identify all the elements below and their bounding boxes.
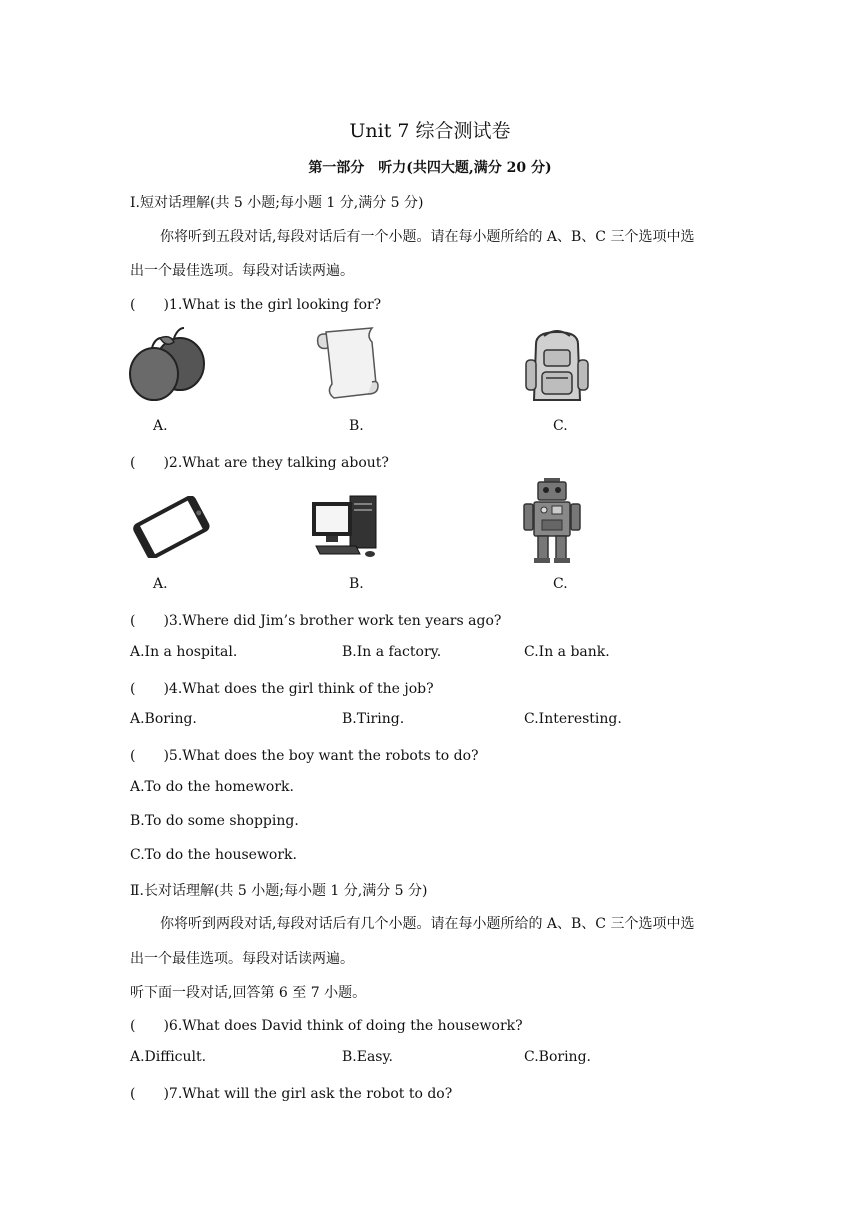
q4-option-a: A.Boring. bbox=[130, 711, 197, 727]
question-3: ( )3.Where did Jim’s brother work ten years ago? bbox=[130, 613, 502, 629]
q2-option-a-label: A. bbox=[153, 576, 168, 592]
dialogue-intro: 听下面一段对话,回答第 6 至 7 小题。 bbox=[130, 985, 367, 1001]
section1-heading: Ⅰ.短对话理解(共 5 小题;每小题 1 分,满分 5 分) bbox=[130, 195, 424, 211]
part1-heading: 第一部分 听力(共四大题,满分 20 分) bbox=[308, 160, 552, 176]
section2-instruction-line2: 出一个最佳选项。每段对话读两遍。 bbox=[130, 951, 354, 967]
q6-option-c: C.Boring. bbox=[524, 1049, 591, 1065]
q5-option-a: A.To do the homework. bbox=[130, 779, 294, 795]
q2-option-b-label: B. bbox=[349, 576, 364, 592]
robot-icon bbox=[522, 478, 582, 564]
q6-option-a: A.Difficult. bbox=[130, 1049, 207, 1065]
q5-option-b: B.To do some shopping. bbox=[130, 813, 299, 829]
desktop-computer-icon bbox=[310, 494, 380, 560]
section1-instruction-line2: 出一个最佳选项。每段对话读两遍。 bbox=[130, 263, 354, 279]
q2-option-c-label: C. bbox=[553, 576, 568, 592]
q1-option-b-label: B. bbox=[349, 418, 364, 434]
question-7: ( )7.What will the girl ask the robot to do? bbox=[130, 1086, 453, 1102]
q3-option-b: B.In a factory. bbox=[342, 644, 442, 660]
q4-option-c: C.Interesting. bbox=[524, 711, 622, 727]
section2-instruction-line1: 你将听到两段对话,每段对话后有几个小题。请在每小题所给的 A、B、C 三个选项中选 bbox=[160, 916, 695, 932]
q4-option-b: B.Tiring. bbox=[342, 711, 405, 727]
question-6: ( )6.What does David think of doing the housework? bbox=[130, 1018, 523, 1034]
section1-instruction-line1: 你将听到五段对话,每段对话后有一个小题。请在每小题所给的 A、B、C 三个选项中选 bbox=[160, 229, 695, 245]
question-2: ( )2.What are they talking about? bbox=[130, 455, 389, 471]
page-title: Unit 7 综合测试卷 bbox=[349, 120, 511, 142]
q1-option-a-label: A. bbox=[153, 418, 168, 434]
apples-icon bbox=[128, 326, 208, 402]
q6-option-b: B.Easy. bbox=[342, 1049, 393, 1065]
q3-option-a: A.In a hospital. bbox=[130, 644, 238, 660]
backpack-icon bbox=[522, 330, 592, 404]
question-4: ( )4.What does the girl think of the job? bbox=[130, 681, 434, 697]
q1-option-c-label: C. bbox=[553, 418, 568, 434]
smartphone-icon bbox=[128, 496, 212, 558]
paper-scroll-icon bbox=[314, 324, 386, 400]
q5-option-c: C.To do the housework. bbox=[130, 847, 297, 863]
question-1: ( )1.What is the girl looking for? bbox=[130, 297, 382, 313]
question-5: ( )5.What does the boy want the robots to do? bbox=[130, 748, 479, 764]
q3-option-c: C.In a bank. bbox=[524, 644, 610, 660]
section2-heading: Ⅱ.长对话理解(共 5 小题;每小题 1 分,满分 5 分) bbox=[130, 883, 428, 899]
